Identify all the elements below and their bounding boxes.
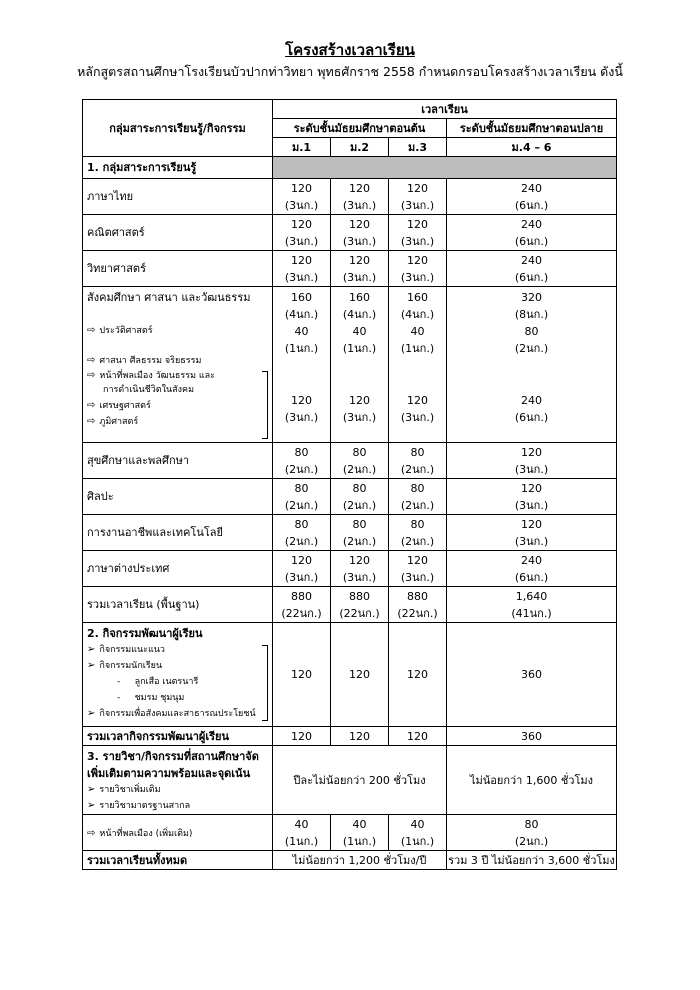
economics-line bbox=[87, 398, 272, 414]
hours: 40 bbox=[410, 817, 425, 831]
extra-label: รายวิชาเพิ่มเติม bbox=[99, 785, 161, 795]
hours: 120 bbox=[291, 181, 312, 195]
subject-name: ศิลปะ bbox=[83, 479, 273, 515]
hours: 120 bbox=[407, 181, 428, 195]
credits: (3นก.) bbox=[342, 198, 377, 212]
section3-upper: ไม่น้อยกว่า 1,600 ชั่วโมง bbox=[447, 746, 617, 815]
hours: 120 bbox=[521, 481, 542, 495]
grand-total-lower: ไม่น้อยกว่า 1,200 ชั่วโมง/ปี bbox=[273, 851, 447, 870]
activity-guidance bbox=[87, 642, 272, 658]
page-subtitle: หลักสูตรสถานศึกษาโรงเรียนบัวปากท่าวิทยา พุทธศักราช 2558 กำหนดกรอบโครงสร้างเวลาเรียน ดังนี้ bbox=[77, 64, 623, 79]
hours: 40 bbox=[352, 817, 367, 831]
activity-social bbox=[87, 706, 272, 722]
activity-label: ชมรม ชุมนุม bbox=[134, 693, 185, 703]
hours: 40 bbox=[352, 325, 367, 338]
civic-label: หน้าที่พลเมือง วัฒนธรรม และ bbox=[99, 371, 216, 381]
activity-hours: 360 bbox=[447, 623, 617, 727]
hours: 80 bbox=[352, 481, 367, 495]
hours: 880 bbox=[349, 589, 370, 603]
civic-line bbox=[87, 369, 272, 383]
arrow-right-icon: ⇨ bbox=[87, 400, 96, 411]
header-m3: ม.3 bbox=[389, 138, 447, 157]
hours: 80 bbox=[294, 445, 309, 459]
credits: (4นก.) bbox=[284, 308, 319, 321]
hours-cell bbox=[389, 215, 447, 251]
religion-line bbox=[87, 353, 272, 369]
hours-cell bbox=[273, 251, 331, 287]
activity-label: กิจกรรมนักเรียน bbox=[99, 661, 163, 671]
section1-shade bbox=[273, 157, 617, 179]
credits: (1นก.) bbox=[400, 834, 435, 848]
hours: 80 bbox=[352, 445, 367, 459]
credits: (2นก.) bbox=[284, 462, 319, 476]
geography-label: ภูมิศาสตร์ bbox=[99, 417, 139, 427]
header-m2: ม.2 bbox=[331, 138, 389, 157]
hours: 120 bbox=[291, 253, 312, 267]
hours: 120 bbox=[291, 394, 312, 407]
hours: 240 bbox=[521, 181, 542, 195]
credits: (3นก.) bbox=[400, 234, 435, 248]
economics-label: เศรษฐศาสตร์ bbox=[99, 401, 151, 411]
hours: 160 bbox=[407, 291, 428, 304]
arrow-icon: ➢ bbox=[87, 800, 96, 811]
hours: 40 bbox=[410, 325, 425, 338]
credits: (3นก.) bbox=[284, 198, 319, 212]
arrow-right-icon: ⇨ bbox=[87, 355, 96, 366]
credits: (2นก.) bbox=[342, 534, 377, 548]
header-m46: ม.4 – 6 bbox=[447, 138, 617, 157]
hours: 120 bbox=[291, 217, 312, 231]
civic-extra-label: หน้าที่พลเมือง (เพิ่มเติม) bbox=[99, 828, 193, 839]
hours-cell bbox=[447, 179, 617, 215]
hours: 120 bbox=[407, 394, 428, 407]
activity-total: 120 bbox=[389, 727, 447, 746]
credits: (3นก.) bbox=[400, 270, 435, 284]
hours-cell bbox=[389, 179, 447, 215]
intl-subject bbox=[87, 798, 272, 814]
credits: (4นก.) bbox=[400, 308, 435, 321]
grand-total-label: รวมเวลาเรียนทั้งหมด bbox=[83, 851, 273, 870]
hours: 160 bbox=[291, 291, 312, 304]
arrow-icon: ➢ bbox=[87, 660, 96, 671]
credits: (6นก.) bbox=[514, 570, 549, 584]
credits: (6นก.) bbox=[514, 198, 549, 212]
activity-total: 120 bbox=[331, 727, 389, 746]
hours: 120 bbox=[407, 217, 428, 231]
hours: 40 bbox=[294, 817, 309, 831]
activity-hours: 120 bbox=[331, 623, 389, 727]
hours-cell bbox=[331, 251, 389, 287]
credits: (6นก.) bbox=[514, 270, 549, 284]
hours-cell bbox=[447, 215, 617, 251]
activity-hours: 120 bbox=[273, 623, 331, 727]
section3-lower: ปีละไม่น้อยกว่า 200 ชั่วโมง bbox=[273, 746, 447, 815]
page-title: โครงสร้างเวลาเรียน bbox=[285, 41, 415, 59]
hours: 120 bbox=[349, 253, 370, 267]
hours-cell bbox=[331, 215, 389, 251]
section1-title: 1. กลุ่มสาระการเรียนรู้ bbox=[83, 157, 273, 179]
social-studies-cell bbox=[83, 287, 273, 443]
arrow-icon: ➢ bbox=[87, 644, 96, 655]
credits: (4นก.) bbox=[342, 308, 377, 321]
activity-label: กิจกรรมเพื่อสังคมและสาธารณประโยชน์ bbox=[99, 709, 256, 719]
hours-cell bbox=[273, 215, 331, 251]
basic-total-label: รวมเวลาเรียน (พื้นฐาน) bbox=[83, 587, 273, 623]
activity-student bbox=[87, 658, 272, 674]
activity-scout bbox=[87, 674, 272, 690]
extra-subject bbox=[87, 782, 272, 798]
credits: (3นก.) bbox=[342, 570, 377, 584]
hours: 880 bbox=[407, 589, 428, 603]
social-m2 bbox=[331, 287, 389, 443]
bracket-icon bbox=[262, 645, 268, 721]
header-upper: ระดับชั้นมัธยมศึกษาตอนปลาย bbox=[447, 119, 617, 138]
arrow-right-icon: ⇨ bbox=[87, 370, 96, 381]
credits: (8นก.) bbox=[514, 308, 549, 321]
hours: 80 bbox=[352, 517, 367, 531]
credits: (22นก.) bbox=[397, 606, 438, 620]
subject-name: วิทยาศาสตร์ bbox=[83, 251, 273, 287]
hours: 80 bbox=[410, 481, 425, 495]
credits: (3นก.) bbox=[342, 270, 377, 284]
hours: 80 bbox=[524, 817, 539, 831]
hours: 240 bbox=[521, 553, 542, 567]
history-line bbox=[87, 323, 272, 339]
credits: (2นก.) bbox=[342, 498, 377, 512]
hours: 120 bbox=[349, 553, 370, 567]
credits: (2นก.) bbox=[284, 498, 319, 512]
hours: 320 bbox=[521, 291, 542, 304]
grand-total-upper: รวม 3 ปี ไม่น้อยกว่า 3,600 ชั่วโมง bbox=[447, 851, 617, 870]
section3-title-1: 3. รายวิชา/กิจกรรมที่สถานศึกษาจัด bbox=[87, 750, 259, 763]
credits: (2นก.) bbox=[514, 834, 549, 848]
header-time: เวลาเรียน bbox=[273, 100, 617, 119]
civic-line-2: การดำเนินชีวิตในสังคม bbox=[103, 385, 195, 395]
credits: (3นก.) bbox=[284, 270, 319, 284]
hours: 880 bbox=[291, 589, 312, 603]
social-name: สังคมศึกษา ศาสนา และวัฒนธรรม bbox=[87, 291, 251, 304]
credits: (3นก.) bbox=[284, 234, 319, 248]
credits: (22นก.) bbox=[281, 606, 322, 620]
hours-cell bbox=[447, 251, 617, 287]
hours: 120 bbox=[407, 553, 428, 567]
activity-total-label: รวมเวลากิจกรรมพัฒนาผู้เรียน bbox=[83, 727, 273, 746]
credits: (6นก.) bbox=[514, 411, 549, 424]
credits: (3นก.) bbox=[400, 198, 435, 212]
header-m1: ม.1 bbox=[273, 138, 331, 157]
header-lower: ระดับชั้นมัธยมศึกษาตอนต้น bbox=[273, 119, 447, 138]
credits: (6นก.) bbox=[514, 234, 549, 248]
credits: (3นก.) bbox=[342, 234, 377, 248]
dash: - bbox=[117, 677, 121, 687]
credits: (1นก.) bbox=[284, 342, 319, 355]
arrow-icon: ➢ bbox=[87, 784, 96, 795]
hours: 40 bbox=[294, 325, 309, 338]
credits: (2นก.) bbox=[400, 462, 435, 476]
credits: (3นก.) bbox=[342, 411, 377, 424]
section3-cell bbox=[83, 746, 273, 815]
hours: 120 bbox=[521, 445, 542, 459]
credits: (3นก.) bbox=[514, 462, 549, 476]
civic-extra bbox=[83, 815, 273, 851]
credits: (3นก.) bbox=[400, 411, 435, 424]
subject-name: สุขศึกษาและพลศึกษา bbox=[83, 443, 273, 479]
arrow-right-icon: ⇨ bbox=[87, 416, 96, 427]
hours: 80 bbox=[410, 445, 425, 459]
hours: 240 bbox=[521, 253, 542, 267]
section3-title-2: เพิ่มเติมตามความพร้อมและจุดเน้น bbox=[87, 767, 251, 780]
credits: (22นก.) bbox=[339, 606, 380, 620]
hours: 80 bbox=[524, 325, 539, 338]
bracket-icon bbox=[262, 371, 268, 439]
arrow-right-icon: ⇨ bbox=[87, 325, 96, 336]
hours: 240 bbox=[521, 217, 542, 231]
credits: (3นก.) bbox=[284, 570, 319, 584]
credits: (1นก.) bbox=[400, 342, 435, 355]
hours-cell bbox=[331, 179, 389, 215]
hours: 160 bbox=[349, 291, 370, 304]
hours: 120 bbox=[349, 181, 370, 195]
religion-label: ศาสนา ศีลธรรม จริยธรรม bbox=[99, 356, 202, 366]
activity-label: ลูกเสือ เนตรนารี bbox=[134, 677, 199, 687]
credits: (3นก.) bbox=[514, 498, 549, 512]
activity-club bbox=[87, 690, 272, 706]
arrow-right-icon: ⇨ bbox=[87, 827, 96, 839]
credits: (1นก.) bbox=[284, 834, 319, 848]
arrow-icon: ➢ bbox=[87, 708, 96, 719]
dash: - bbox=[117, 693, 121, 703]
hours: 120 bbox=[407, 253, 428, 267]
hours-cell bbox=[389, 251, 447, 287]
subject-name: ภาษาต่างประเทศ bbox=[83, 551, 273, 587]
hours: 120 bbox=[291, 553, 312, 567]
credits: (2นก.) bbox=[400, 498, 435, 512]
header-group-col: กลุ่มสาระการเรียนรู้/กิจกรรม bbox=[83, 100, 273, 157]
credits: (3นก.) bbox=[514, 534, 549, 548]
hours: 80 bbox=[294, 481, 309, 495]
activity-total: 120 bbox=[273, 727, 331, 746]
hours: 80 bbox=[294, 517, 309, 531]
hours: 1,640 bbox=[515, 589, 548, 603]
hours: 120 bbox=[349, 217, 370, 231]
credits: (2นก.) bbox=[400, 534, 435, 548]
section2-cell bbox=[83, 623, 273, 727]
credits: (41นก.) bbox=[511, 606, 552, 620]
subject-name: ภาษาไทย bbox=[83, 179, 273, 215]
activity-total: 360 bbox=[447, 727, 617, 746]
geography-line bbox=[87, 414, 272, 430]
activity-hours: 120 bbox=[389, 623, 447, 727]
social-m1 bbox=[273, 287, 331, 443]
social-m46 bbox=[447, 287, 617, 443]
activity-label: กิจกรรมแนะแนว bbox=[99, 645, 165, 655]
hours: 80 bbox=[410, 517, 425, 531]
hours: 240 bbox=[521, 394, 542, 407]
credits: (2นก.) bbox=[284, 534, 319, 548]
social-m3 bbox=[389, 287, 447, 443]
subject-name: การงานอาชีพและเทคโนโลยี bbox=[83, 515, 273, 551]
hours: 120 bbox=[521, 517, 542, 531]
hours-cell bbox=[273, 179, 331, 215]
intl-label: รายวิชามาตรฐานสากล bbox=[99, 801, 191, 811]
credits: (2นก.) bbox=[514, 342, 549, 355]
section2-title: 2. กิจกรรมพัฒนาผู้เรียน bbox=[87, 627, 203, 640]
hours: 120 bbox=[349, 394, 370, 407]
credits: (3นก.) bbox=[284, 411, 319, 424]
subject-name: คณิตศาสตร์ bbox=[83, 215, 273, 251]
history-label: ประวัติศาสตร์ bbox=[99, 326, 153, 336]
credits: (2นก.) bbox=[342, 462, 377, 476]
time-structure-table bbox=[82, 99, 617, 870]
credits: (3นก.) bbox=[400, 570, 435, 584]
credits: (1นก.) bbox=[342, 834, 377, 848]
credits: (1นก.) bbox=[342, 342, 377, 355]
